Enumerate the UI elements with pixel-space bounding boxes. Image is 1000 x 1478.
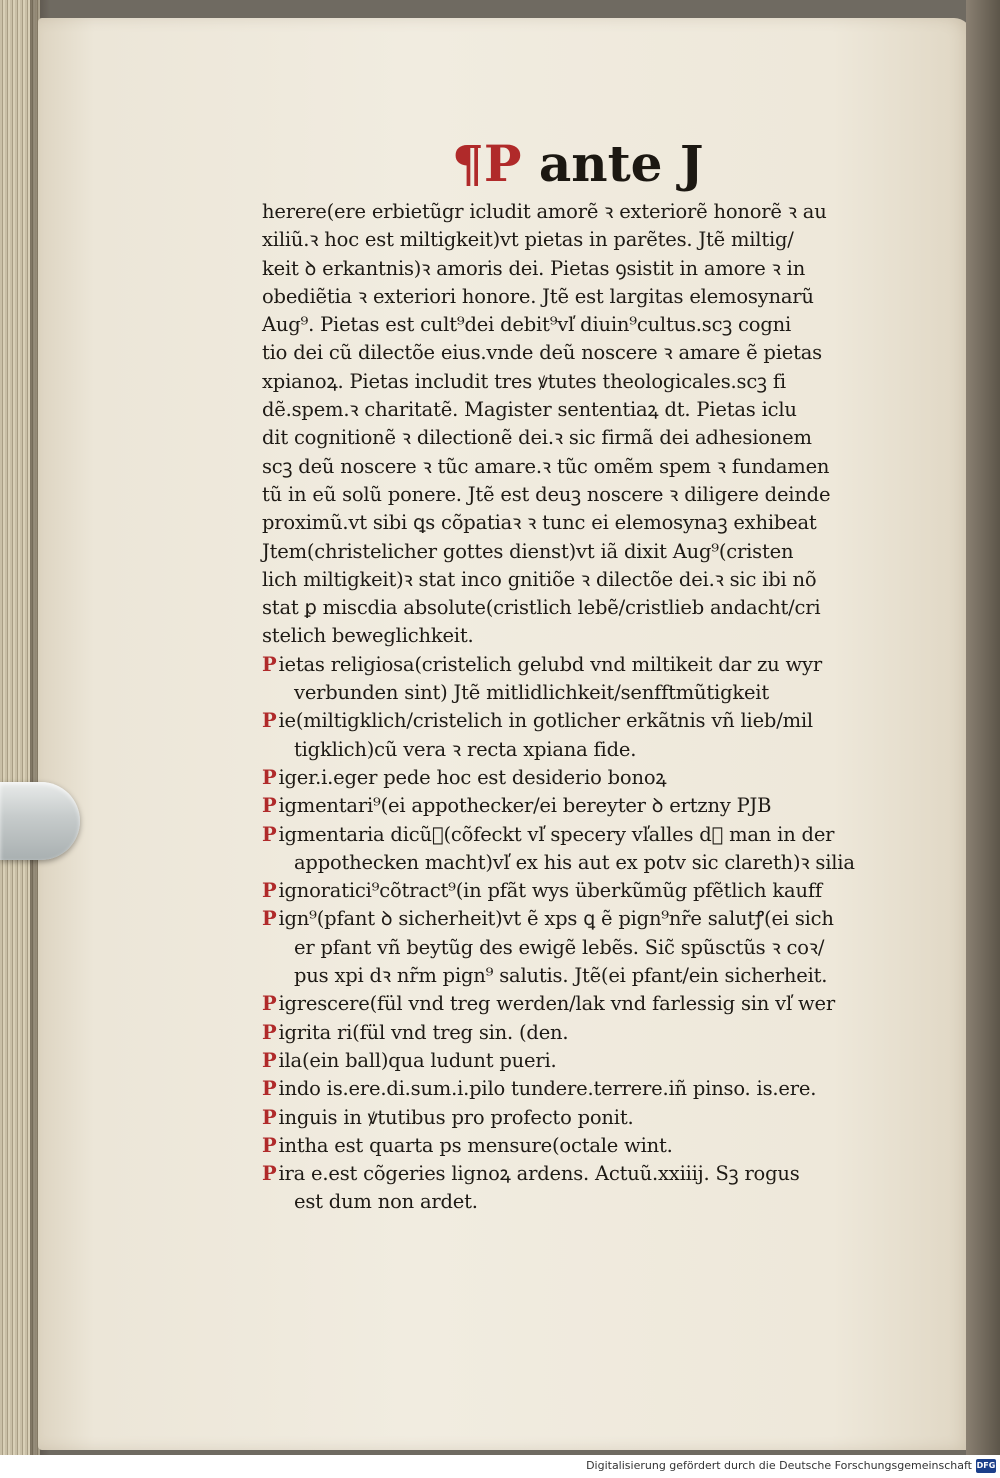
text-line-content: P igrescere(fül vnd treg werden/lak vnd farlessig sin vl̕ wer xyxy=(262,992,835,1016)
text-line-content: P ila(ein ball)qua ludunt pueri. xyxy=(262,1048,557,1072)
rubricated-initial: P xyxy=(262,822,277,846)
text-line-content: xpianoꝝ. Pietas includit tres ꝟtutes theologicales.scꝫ fi xyxy=(262,369,786,393)
text-line-content: Aug⁹. Pietas est cult⁹dei debit⁹vl̕ diuin⁹cultus.scꝫ cogni xyxy=(262,313,791,337)
text-line xyxy=(262,255,912,283)
text-line-content: P igrita ri(fül vnd treg sin. (den. xyxy=(262,1020,569,1044)
text-line-content: xiliũ.ꝛ hoc est miltigkeit)vt pietas in parẽtes. Jtẽ miltig/ xyxy=(262,228,794,252)
text-line-content: keit ꝺ erkantnis)ꝛ amoris dei. Pietas ꝯsistit in amore ꝛ in xyxy=(262,256,806,280)
rubricated-initial: P xyxy=(262,794,277,818)
heading-initial: P xyxy=(483,134,522,193)
text-line xyxy=(262,990,912,1018)
text-line xyxy=(262,736,912,764)
footer-bar xyxy=(0,1455,1000,1478)
text-line-content: lich miltigkeit)ꝛ stat inco gnitiõe ꝛ dilectõe dei.ꝛ sic ibi nõ xyxy=(262,567,817,591)
heading-text: ante J xyxy=(521,134,704,193)
rubricated-initial: P xyxy=(262,907,277,931)
text-line xyxy=(262,1132,912,1160)
text-line-content: P ign⁹(pfant ꝺ sicherheit)vt ẽ xps ꝗ ẽ pign⁹nr̃e salutꝭ(ei sich xyxy=(262,907,834,931)
text-line xyxy=(262,226,912,254)
text-line-content: verbunden sint) Jtẽ mitlidlichkeit/senfftmũtigkeit xyxy=(294,681,769,705)
text-line xyxy=(262,368,912,396)
rubricated-initial: P xyxy=(262,1162,277,1186)
text-line-content: scꝫ deũ noscere ꝛ tũc amare.ꝛ tũc omẽm spem ꝛ fundamen xyxy=(262,454,830,478)
text-line-content: obediẽtia ꝛ exteriori honore. Jtẽ est largitas elemosynarũ xyxy=(262,284,814,308)
text-line-content: dit cognitionẽ ꝛ dilectionẽ dei.ꝛ sic firmã dei adhesionem xyxy=(262,426,812,450)
text-line xyxy=(262,707,912,735)
page-right-edge xyxy=(966,0,1000,1455)
page-clip xyxy=(0,782,80,860)
text-line xyxy=(262,538,912,566)
text-line xyxy=(262,849,912,877)
rubricated-initial: P xyxy=(262,709,277,733)
text-line xyxy=(262,283,912,311)
text-line-content: er pfant vñ beytũg des ewigẽ lebẽs. Sic̃ spũsctũs ꝛ coꝛ/ xyxy=(294,935,825,959)
text-line-content: tio dei cũ dilectõe eius.vnde deũ noscere ꝛ amare ẽ pietas xyxy=(262,341,822,365)
text-line xyxy=(262,509,912,537)
rubricated-initial: P xyxy=(262,1048,277,1072)
rubricated-initial: P xyxy=(262,1133,277,1157)
text-line xyxy=(262,905,912,933)
text-line-content: pus xpi dꝛ nr̃m pign⁹ salutis. Jtẽ(ei pfant/ein sicherheit. xyxy=(294,964,828,988)
text-line-content: herere(ere erbietũgr icludit amorẽ ꝛ exteriorẽ honorẽ ꝛ au xyxy=(262,200,827,223)
text-line xyxy=(262,198,912,226)
text-line-content: P iger.i.eger pede hoc est desiderio bonoꝝ xyxy=(262,765,667,789)
text-line xyxy=(262,1188,912,1216)
text-line xyxy=(262,1104,912,1132)
text-line xyxy=(262,792,912,820)
text-line xyxy=(262,424,912,452)
text-line xyxy=(262,1160,912,1188)
text-line xyxy=(262,651,912,679)
text-line-content: P ignoratici⁹cõtract⁹(in pfãt wys überkũmũg pfẽtlich kauff xyxy=(262,879,822,903)
rubricated-initial: P xyxy=(262,992,277,1016)
text-line-content: stelich beweglichkeit. xyxy=(262,624,474,648)
text-line-content: P intha est quarta ps mensure(octale wint. xyxy=(262,1133,673,1157)
text-line-content: dẽ.spem.ꝛ charitatẽ. Magister sententiaꝝ dt. Pietas iclu xyxy=(262,398,797,422)
text-line xyxy=(262,453,912,481)
text-line-content: Jtem(christelicher gottes dienst)vt iã dixit Aug⁹(cristen xyxy=(262,539,794,563)
text-line-content: P ira e.est cõgeries lignoꝝ ardens. Actuũ.xxiiij. Sꝫ rogus xyxy=(262,1162,800,1186)
text-line xyxy=(262,339,912,367)
heading-paragraph-mark: ¶ xyxy=(452,134,484,193)
text-line xyxy=(262,821,912,849)
text-line xyxy=(262,1075,912,1103)
text-line xyxy=(262,594,912,622)
dfg-logo-icon: DFG xyxy=(976,1459,996,1473)
text-line xyxy=(262,622,912,650)
rubricated-initial: P xyxy=(262,765,277,789)
text-line-content: P ie(miltigklich/cristelich in gotlicher erkãtnis vñ lieb/mil xyxy=(262,709,813,733)
text-line xyxy=(262,1047,912,1075)
rubricated-initial: P xyxy=(262,1105,277,1129)
text-line xyxy=(262,481,912,509)
text-line xyxy=(262,1019,912,1047)
text-line-content: tigklich)cũ vera ꝛ recta xpiana fide. xyxy=(294,737,637,761)
text-line xyxy=(262,566,912,594)
page-heading xyxy=(452,132,704,196)
text-line xyxy=(262,934,912,962)
text-line xyxy=(262,396,912,424)
text-line xyxy=(262,877,912,905)
text-line xyxy=(262,679,912,707)
text-line-content: est dum non ardet. xyxy=(294,1190,478,1214)
text-line-content: P ietas religiosa(cristelich gelubd vnd miltikeit dar zu wyr xyxy=(262,652,822,676)
rubricated-initial: P xyxy=(262,879,277,903)
text-line-content: P igmentaria dicũᷓ(cõfeckt vl̕ specery vl̕alles dꝫ man in der xyxy=(262,822,835,846)
page-body-text xyxy=(262,198,912,1217)
text-line-content: tũ in eũ solũ ponere. Jtẽ est deuꝫ noscere ꝛ diligere deinde xyxy=(262,482,831,506)
text-line-content: P inguis in ꝟtutibus pro profecto ponit. xyxy=(262,1105,634,1129)
text-line-content: P igmentari⁹(ei appothecker/ei bereyter ꝺ ertzny PJB xyxy=(262,794,772,818)
text-line-content: stat ꝑ miscdia absolute(cristlich lebẽ/cristlieb andacht/cri xyxy=(262,596,821,620)
text-line-content: proximũ.vt sibi ꝗs cõpatiaꝛ ꝛ tunc ei elemosynaꝫ exhibeat xyxy=(262,511,817,535)
text-line xyxy=(262,764,912,792)
text-line-content: P indo is.ere.di.sum.i.pilo tundere.terrere.iñ pinso. is.ere. xyxy=(262,1077,817,1101)
text-line xyxy=(262,311,912,339)
footer-credit: Digitalisierung gefördert durch die Deutsche Forschungsgemeinschaft xyxy=(586,1459,972,1472)
text-line-content: appothecken macht)vl̕ ex his aut ex potv sic clareth)ꝛ silia xyxy=(294,850,855,874)
text-line xyxy=(262,962,912,990)
rubricated-initial: P xyxy=(262,1077,277,1101)
rubricated-initial: P xyxy=(262,1020,277,1044)
rubricated-initial: P xyxy=(262,652,277,676)
